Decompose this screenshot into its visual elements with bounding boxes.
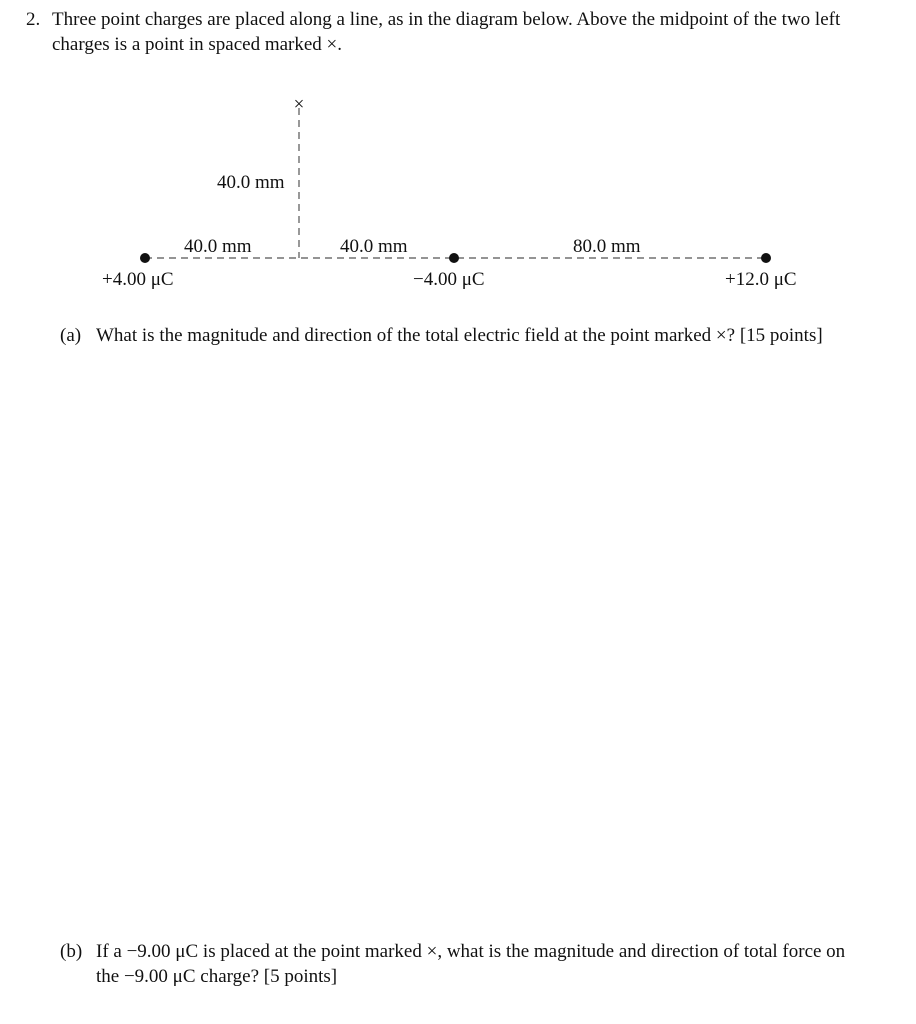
problem-stem: Three point charges are placed along a line, as in the diagram below. Above the midpoint of the two left charges is a point in spaced marked ×. [52,9,841,55]
question-part-a [60,323,870,348]
part-b-text: If a −9.00 μC is placed at the point marked ×, what is the magnitude and direction of total force on the −9.00 μC charge? [5 points] [96,941,846,987]
charge-dot-2 [449,253,459,263]
charge-dot-1 [140,253,150,263]
part-a-tag: (a) [60,325,82,346]
segment-label-1: 40.0 mm [184,236,252,257]
segment-label-2: 40.0 mm [340,236,408,257]
vertical-distance-label: 40.0 mm [217,172,285,193]
part-a-text: What is the magnitude and direction of the total electric field at the point marked ×? [15 points] [96,325,823,346]
charge-diagram [0,0,916,310]
question-part-b [60,939,870,989]
charge-label-3: +12.0 μC [725,269,797,290]
part-b-tag: (b) [60,941,83,962]
segment-label-3: 80.0 mm [573,236,641,257]
point-x-marker: × [293,94,305,115]
charge-label-2: −4.00 μC [413,269,485,290]
charge-label-1: +4.00 μC [102,269,174,290]
charge-dot-3 [761,253,771,263]
problem-number: 2. [26,9,41,30]
